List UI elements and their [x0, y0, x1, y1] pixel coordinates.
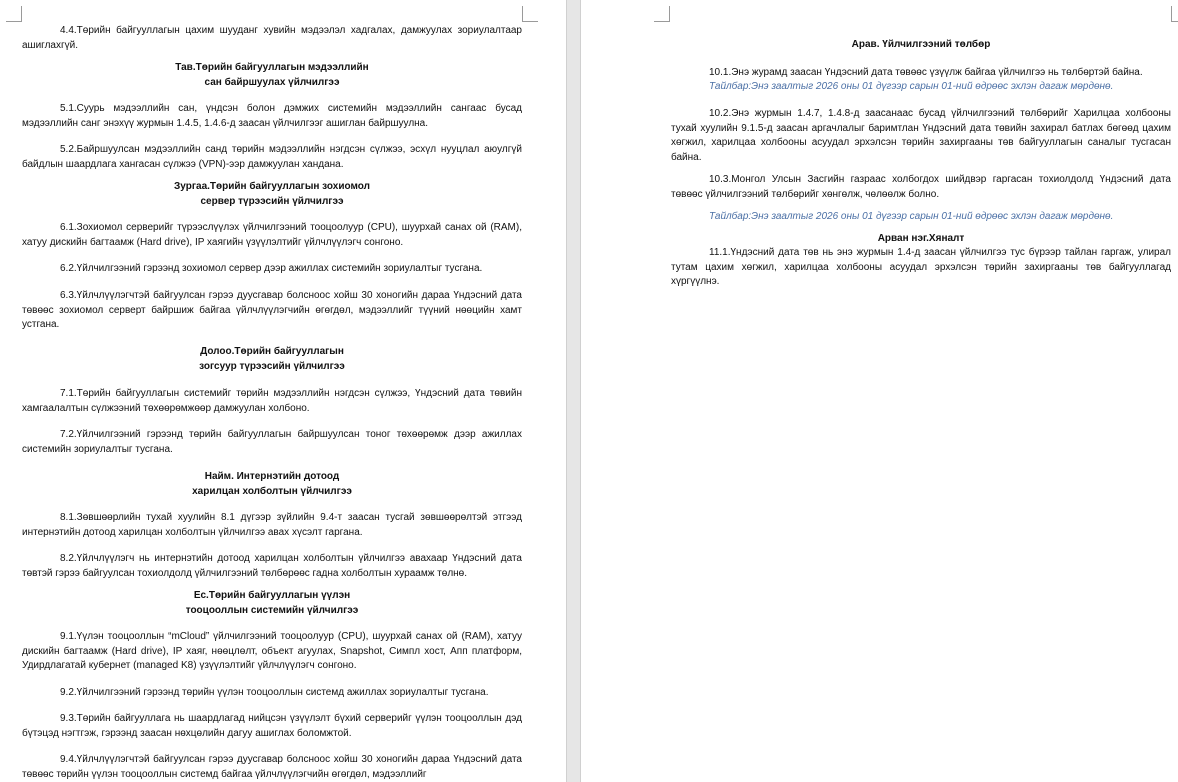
paragraph-9-4: 9.4.Үйлчлүүлэгчтэй байгуулсан гэрээ дуусгавар болсноос хойш 30 хоногийн дараа Үндэсний дата төвөөс төрийн үүлэн тооцооллын системд байгаа үйлчлүүлэгчийн өгөгдөл, мэдээллийг [22, 754, 522, 780]
section-heading-6: Зургаа.Төрийн байгууллагын зохиомол сервер түрээсийн үйлчилгээ [174, 181, 370, 207]
paragraph-11-1: 11.1.Үндэсний дата төв нь энэ журмын 1.4-д заасан үйлчилгээ тус бүрээр тайлан гаргаж, улирал тутам цахим хөгжил, харилцаа холбооны асуудал эрхэлсэн төрийн захиргааны төв байгууллагад хүргүүлнэ. [671, 247, 1171, 287]
paragraph-4-4: 4.4.Төрийн байгууллагын цахим шууданг хувийн мэдээлэл хадгалах, дамжуулах зориулалтаар ашиглахгүй. [22, 25, 522, 51]
page-gutter [566, 0, 581, 782]
section-heading-10: Арав. Үйлчилгээний төлбөр [851, 39, 991, 50]
section-heading-8: Найм. Интернэтийн дотоод харилцан холболтын үйлчилгээ [192, 471, 352, 497]
paragraph-9-3: 9.3.Төрийн байгууллага нь шаардлагад нийцсэн үзүүлэлт бүхий серверийг үүлэн тооцооллын дэд бүтэцэд нэгтгэж, гэрээнд заасан нөхцөлийн дагуу ашиглах боломжтой. [22, 713, 522, 739]
note-10-3: Тайлбар:Энэ заалтыг 2026 оны 01 дүгээр сарын 01-ний өдрөөс эхлэн дагаж мөрдөнө. [709, 211, 1114, 222]
note-10-1: Тайлбар:Энэ заалтыг 2026 оны 01 дүгээр сарын 01-ний өдрөөс эхлэн дагаж мөрдөнө. [709, 81, 1114, 92]
paragraph-6-1: 6.1.Зохиомол серверийг түрээслүүлэх үйлчилгээний тооцоолуур (CPU), шуурхай санах ой (RAM), хатуу дискийн багтаамж (Hard drive), IP хаягийн үзүүлэлтийг үйлчлүүлэгч сонгоно. [22, 222, 522, 248]
paragraph-10-3: 10.3.Монгол Улсын Засгийн газраас холбогдох шийдвэр гаргасан тохиолдолд Үндэсний дата төвөөс үйлчилгээний төлбөрийг хөнгөлж, чөлөөлж болно. [671, 174, 1171, 200]
paragraph-5-2: 5.2.Байршуулсан мэдээллийн санд төрийн мэдээллийн нэгдсэн сүлжээ, эсхүл нууцлал аюулгүй байдлын шаардлага хангасан сүлжээ (VPN)-ээр дамжуулан хандана. [22, 144, 522, 170]
section-heading-9: Ес.Төрийн байгууллагын үүлэн тооцооллын системийн үйлчилгээ [185, 590, 359, 616]
paragraph-7-2: 7.2.Үйлчилгээний гэрээнд төрийн байгууллагын байршуулсан тоног төхөөрөмж дээр ажиллах системийн зориулалтыг тусгана. [22, 429, 522, 455]
crop-mark-top-right [522, 6, 538, 22]
crop-mark-top-left [654, 6, 670, 22]
paragraph-8-1: 8.1.Зөвшөөрлийн тухай хуулийн 8.1 дүгээр зүйлийн 9.4-т заасан тусгай зөвшөөрөлтэй этгээд интернэтийн дотоод харилцан холболтын үйлчилгээ авах хүсэлт гаргана. [22, 512, 522, 538]
crop-mark-top-right [1171, 6, 1178, 22]
document-page-right [581, 0, 1178, 782]
paragraph-9-2: 9.2.Үйлчилгээний гэрээнд төрийн үүлэн тооцооллын системд ажиллах зориулалтыг тусгана. [60, 687, 489, 698]
paragraph-6-3: 6.3.Үйлчлүүлэгчтэй байгуулсан гэрээ дуусгавар болсноос хойш 30 хоногийн дараа Үндэсний дата төвөөс зохиомол серверт байршиж байгаа үйлчлүүлэгчийн өгөгдөл, мэдээллийг түүний нөөцийн хамт устгана. [22, 290, 522, 330]
paragraph-8-2: 8.2.Үйлчлүүлэгч нь интернэтийн дотоод харилцан холболтын үйлчилгээ авахаар Үндэсний дата төвтэй гэрээ байгуулсан тохиолдолд үйлчилгээний төлбөрөөс гадна холболтын хураамж төлнө. [22, 553, 522, 579]
document-page-left [0, 0, 566, 782]
paragraph-9-1: 9.1.Үүлэн тооцооллын “mCloud” үйлчилгээний тооцоолуур (CPU), шуурхай санах ой (RAM), хатуу дискийн багтаамж (Hard drive), IP хаяг, нөөцлөлт, объект агуулах, Snapshot, Симпл хост, Апп платформ, Удирдлагатай кубернет (managed K8) үзүүлэлтийг үйлчлүүлэгч сонгоно. [22, 631, 522, 671]
section-heading-7: Долоо.Төрийн байгууллагын зогсуур түрээсийн үйлчилгээ [199, 346, 345, 372]
paragraph-5-1: 5.1.Суурь мэдээллийн сан, үндсэн болон дэмжих системийн мэдээллийн сангаас бусад мэдээллийн санг энэхүү журмын 1.4.5, 1.4.6-д заасан үйлчилгээг ашиглан байршуулна. [22, 103, 522, 129]
paragraph-6-2: 6.2.Үйлчилгээний гэрээнд зохиомол сервер дээр ажиллах системийн зориулалтыг тусгана. [60, 263, 483, 274]
paragraph-10-2: 10.2.Энэ журмын 1.4.7, 1.4.8-д заасанаас бусад үйлчилгээний төлбөрийг Харилцаа холбооны тухай хуулийн 9.1.5-д заасан аргачлалыг баримтлан Үндэсний дата төвийн захирал батлах бөгөөд цахим хөгжил, харилцаа холбооны асуудал эрхэлсэн төрийн захиргааны төв байгууллагын саналыг тусгасан байна. [671, 108, 1171, 163]
paragraph-10-1: 10.1.Энэ журамд заасан Үндэсний дата төвөөс үзүүлж байгаа үйлчилгээ нь төлбөртэй байна. [709, 67, 1143, 78]
crop-mark-top-left [6, 6, 22, 22]
paragraph-7-1: 7.1.Төрийн байгууллагын системийг төрийн мэдээллийн нэгдсэн сүлжээ, Үндэсний дата төвийн хамгаалалтын сүлжээний төхөөрөмжөөр дамжуулан холбоно. [22, 388, 522, 414]
section-heading-5: Тав.Төрийн байгууллагын мэдээллийн сан байршуулах үйлчилгээ [175, 62, 369, 88]
section-heading-11: Арван нэг.Хяналт [877, 233, 965, 244]
